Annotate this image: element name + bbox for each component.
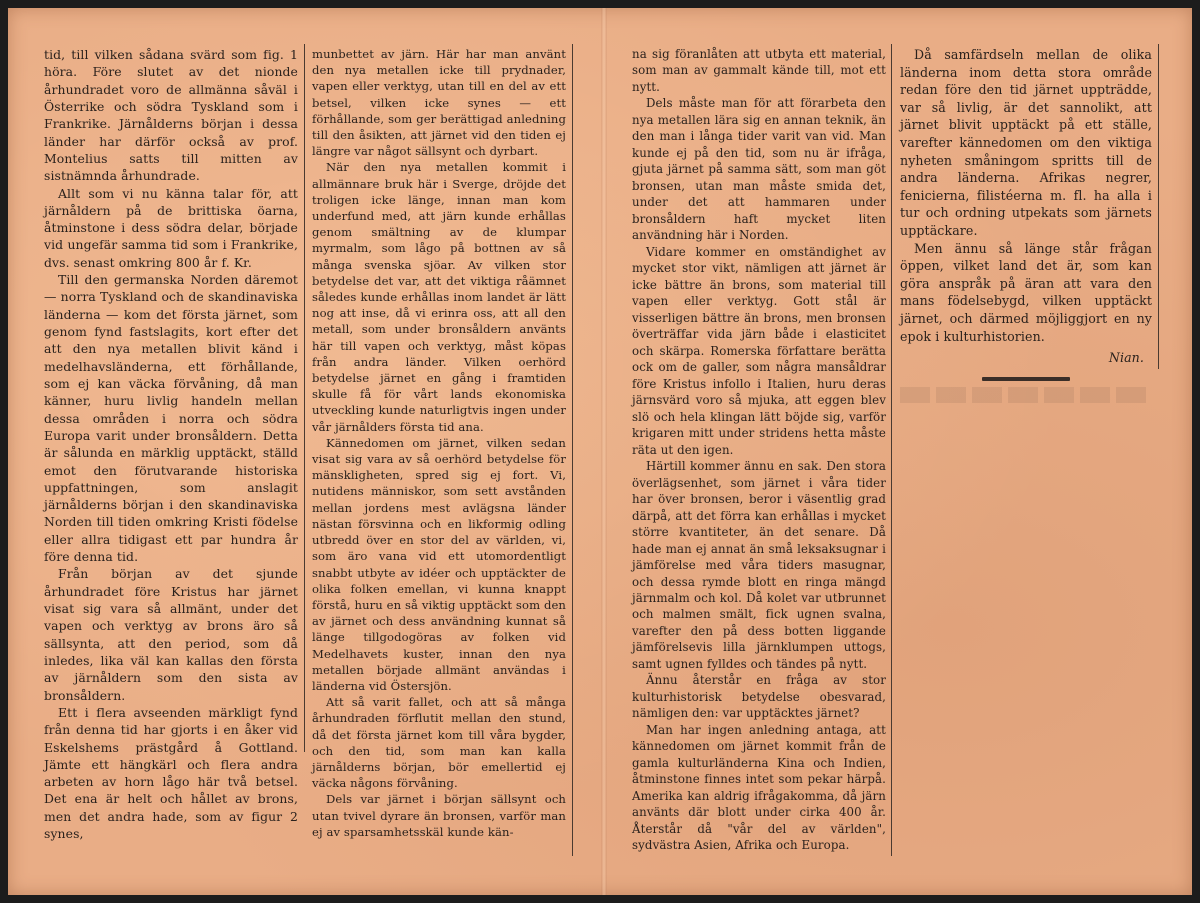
- column-rule-4: [1158, 44, 1159, 369]
- column-4-paragraph: Då samfärdseln mellan de olika länderna inom detta stora område redan före den tid järnet uppträdde, var så livlig, är det sannolikt, att järnet blivit upptäckt på ett ställe, varefter kännedomen om den viktiga nyheten småningom spritts till de andra länderna. Afrikas negrer, fenicierna, filistéerna m. fl. ha alla i tur och ordning utpekats som järnets upptäckare.: [900, 47, 1152, 238]
- column-1-paragraph: Allt som vi nu känna talar för, att järnåldern på de brittiska öarna, åtminstone i dess södra delar, började vid ungefär samma tid som i Frankrike, dvs. senast omkring 800 år f. Kr.: [44, 185, 298, 270]
- column-3-paragraph: Vidare kommer en omständighet av mycket stor vikt, nämligen att järnet är icke bättre än brons, som material till vapen eller verktyg. Gott stål är visserligen bättre än brons, men bronsen överträffar vida järn både i elasticitet och skärpa. Romerska författare berätta ock om de galler, som några mansåldrar före Kristus infollo i Italien, huru deras järnsvärd voro så mjuka, att eggen blev slö och hela klingan lätt böjde sig, varför krigaren mitt under stridens hetta måste räta ut den igen.: [632, 244, 886, 457]
- column-3-paragraph: na sig föranlåten att utbyta ett material, som man av gammalt kände till, mot ett nytt.: [632, 47, 886, 94]
- column-1-paragraph: Ett i flera avseenden märkligt fynd från denna tid har gjorts i en åker vid Eskelshems prästgård å Gottland. Jämte ett hängkärl och flera andra arbeten av horn lågo här två betsel. Det ena är helt och hållet av brons, men det andra hade, som av figur 2 synes,: [44, 704, 298, 842]
- column-4-paragraph: Men ännu så länge står frågan öppen, vilket land det är, som kan göra anspråk på äran att vara den mans födelsebygd, vilken upptäckt järnet, och därmed möjliggjort en ny epok i kulturhistorien.: [900, 240, 1152, 344]
- author-signature: Nian.: [1108, 350, 1144, 366]
- column-3-paragraph: Ännu återstår en fråga av stor kulturhistorisk betydelse obesvarad, nämligen den: var upptäcktes järnet?: [632, 673, 886, 721]
- newspaper-sheet: [8, 8, 1192, 895]
- column-2-paragraph: Dels var järnet i början sällsynt och utan tvivel dyrare än bronsen, varför man ej av sparsamhetsskäl kunde kän-: [312, 792, 566, 839]
- column-1-paragraph: tid, till vilken sådana svärd som fig. 1 höra. Före slutet av det nionde århundradet voro de allmänna såväl i Österrike och södra Tyskland som i Frankrike. Järnålderns början i dessa länder har därför också av prof. Montelius satts till mitten av sistnämnda århundrade.: [44, 47, 298, 184]
- show-through-text: [900, 387, 1152, 403]
- column-3: [632, 46, 886, 854]
- column-2-paragraph: Kännedomen om järnet, vilken sedan visat sig vara av så oerhörd betydelse för mänskligheten, spred sig ej fort. Vi, nutidens människor, som sett avstånden mellan jordens mest avlägsna länder nästan försvinna och en likformig odling utbredd över en stor del av världen, vi, som äro vana vid ett utomordentligt snabbt utbyte av idéer och upptäckter de olika folken emellan, vi kunna knappt förstå, huru en så viktig upptäckt som den av järnet och dess användning kunnat så länge tillgodogöras av folken vid Medelhavets kuster, innan den nya metallen började allmänt användas i länderna vid Östersjön.: [312, 435, 566, 693]
- column-1: [44, 46, 298, 842]
- center-fold: [601, 8, 607, 895]
- column-3-paragraph: Man har ingen anledning antaga, att kännedomen om järnet kommit från de gamla kulturländerna Kina och Indien, åtminstone finnes intet som pekar härpå. Amerika kan aldrig ifrågakomma, då järn använts där blott under cirka 400 år. Återstår då "vår del av världen", sydvästra Asien, Afrika och Europa.: [632, 722, 886, 853]
- column-2: [312, 46, 566, 840]
- column-2-paragraph: munbettet av järn. Här har man använt den nya metallen icke till prydnader, vapen eller verktyg, utan till en del av ett betsel, vilken icke synes — ett förhållande, som ger berättigad anledning till den åsikten, att järnet vid den tiden ej längre var något sällsynt och dyrbart.: [312, 47, 566, 159]
- column-1-paragraph: Från början av det sjunde århundradet före Kristus har järnet visat sig vara så allmänt, under det vapen och verktyg av brons äro så sällsynta, att den period, som då inledes, lika väl kan kallas den första av järnåldern som den sista av bronsåldern.: [44, 566, 298, 703]
- column-3-paragraph: Dels måste man för att förarbeta den nya metallen lära sig en annan teknik, än den man i långa tider varit van vid. Man kunde ej på den tid, som nu är ifråga, gjuta järnet på samma sätt, som man göt bronsen, utan man måste smida det, under det att hammaren under bronsåldern haft mycket liten användning här i Norden.: [632, 96, 886, 243]
- end-rule: [982, 377, 1070, 381]
- column-3-paragraph: Härtill kommer ännu en sak. Den stora överlägsenhet, som järnet i våra tider har över bronsen, beror i väsentlig grad därpå, att det förra kan erhållas i mycket större kvantiteter, än det senare. Då hade man ej annat än små leksaksugnar i jämförelse med våra tiders masugnar, och dessa rymde blott en ringa mängd järnmalm och kol. Då kolet var utbrunnet och malmen smält, fick ugnen svalna, varefter den på dess botten liggande jämförelsevis lilla järnklumpen uttogs, samt ugnen fylldes och tändes på nytt.: [632, 459, 886, 671]
- column-1-paragraph: Till den germanska Norden däremot — norra Tyskland och de skandinaviska länderna — kom det första järnet, som genom fynd fastslagits, kort efter det att den nya metallen blivit känd i medelhavsländerna, ett förhållande, som ej kan väcka förvåning, då man känner, huru livlig handeln mellan dessa områden i norra och södra Europa varit under bronsåldern. Detta är sålunda en märklig upptäckt, ställd emot den förutvarande historiska uppfattningen, som anslagit järnålderns början i den skandinaviska Norden till tiden omkring Kristi födelse eller allra tidigast ett par hundra år före denna tid.: [44, 272, 298, 565]
- column-2-paragraph: Att så varit fallet, och att så många århundraden förflutit mellan den stund, då det första järnet kom till våra bygder, och den tid, som man kan kalla järnålderns början, bör emellertid ej väcka någons förvåning.: [312, 695, 566, 791]
- column-rule-1: [304, 44, 305, 752]
- column-2-paragraph: När den nya metallen kommit i allmännare bruk här i Sverge, dröjde det troligen icke länge, innan man kom underfund med, att järn kunde erhållas genom smältning av de klumpar myrmalm, som lågo på bottnen av så många svenska sjöar. Av vilken stor betydelse det var, att det viktiga råämnet således kunde erhållas inom landet är lätt nog att inse, då vi erinra oss, att all den metall, som under bronsåldern använts här till vapen och verktyg, måst köpas från andra länder. Vilken oerhörd betydelse järnet en gång i framtiden skulle få för vårt lands ekonomiska utveckling kunde naturligtvis ingen under vår järnålders första tid ana.: [312, 160, 566, 434]
- column-rule-3: [891, 44, 892, 856]
- column-4: [900, 46, 1152, 403]
- column-rule-2: [572, 44, 573, 856]
